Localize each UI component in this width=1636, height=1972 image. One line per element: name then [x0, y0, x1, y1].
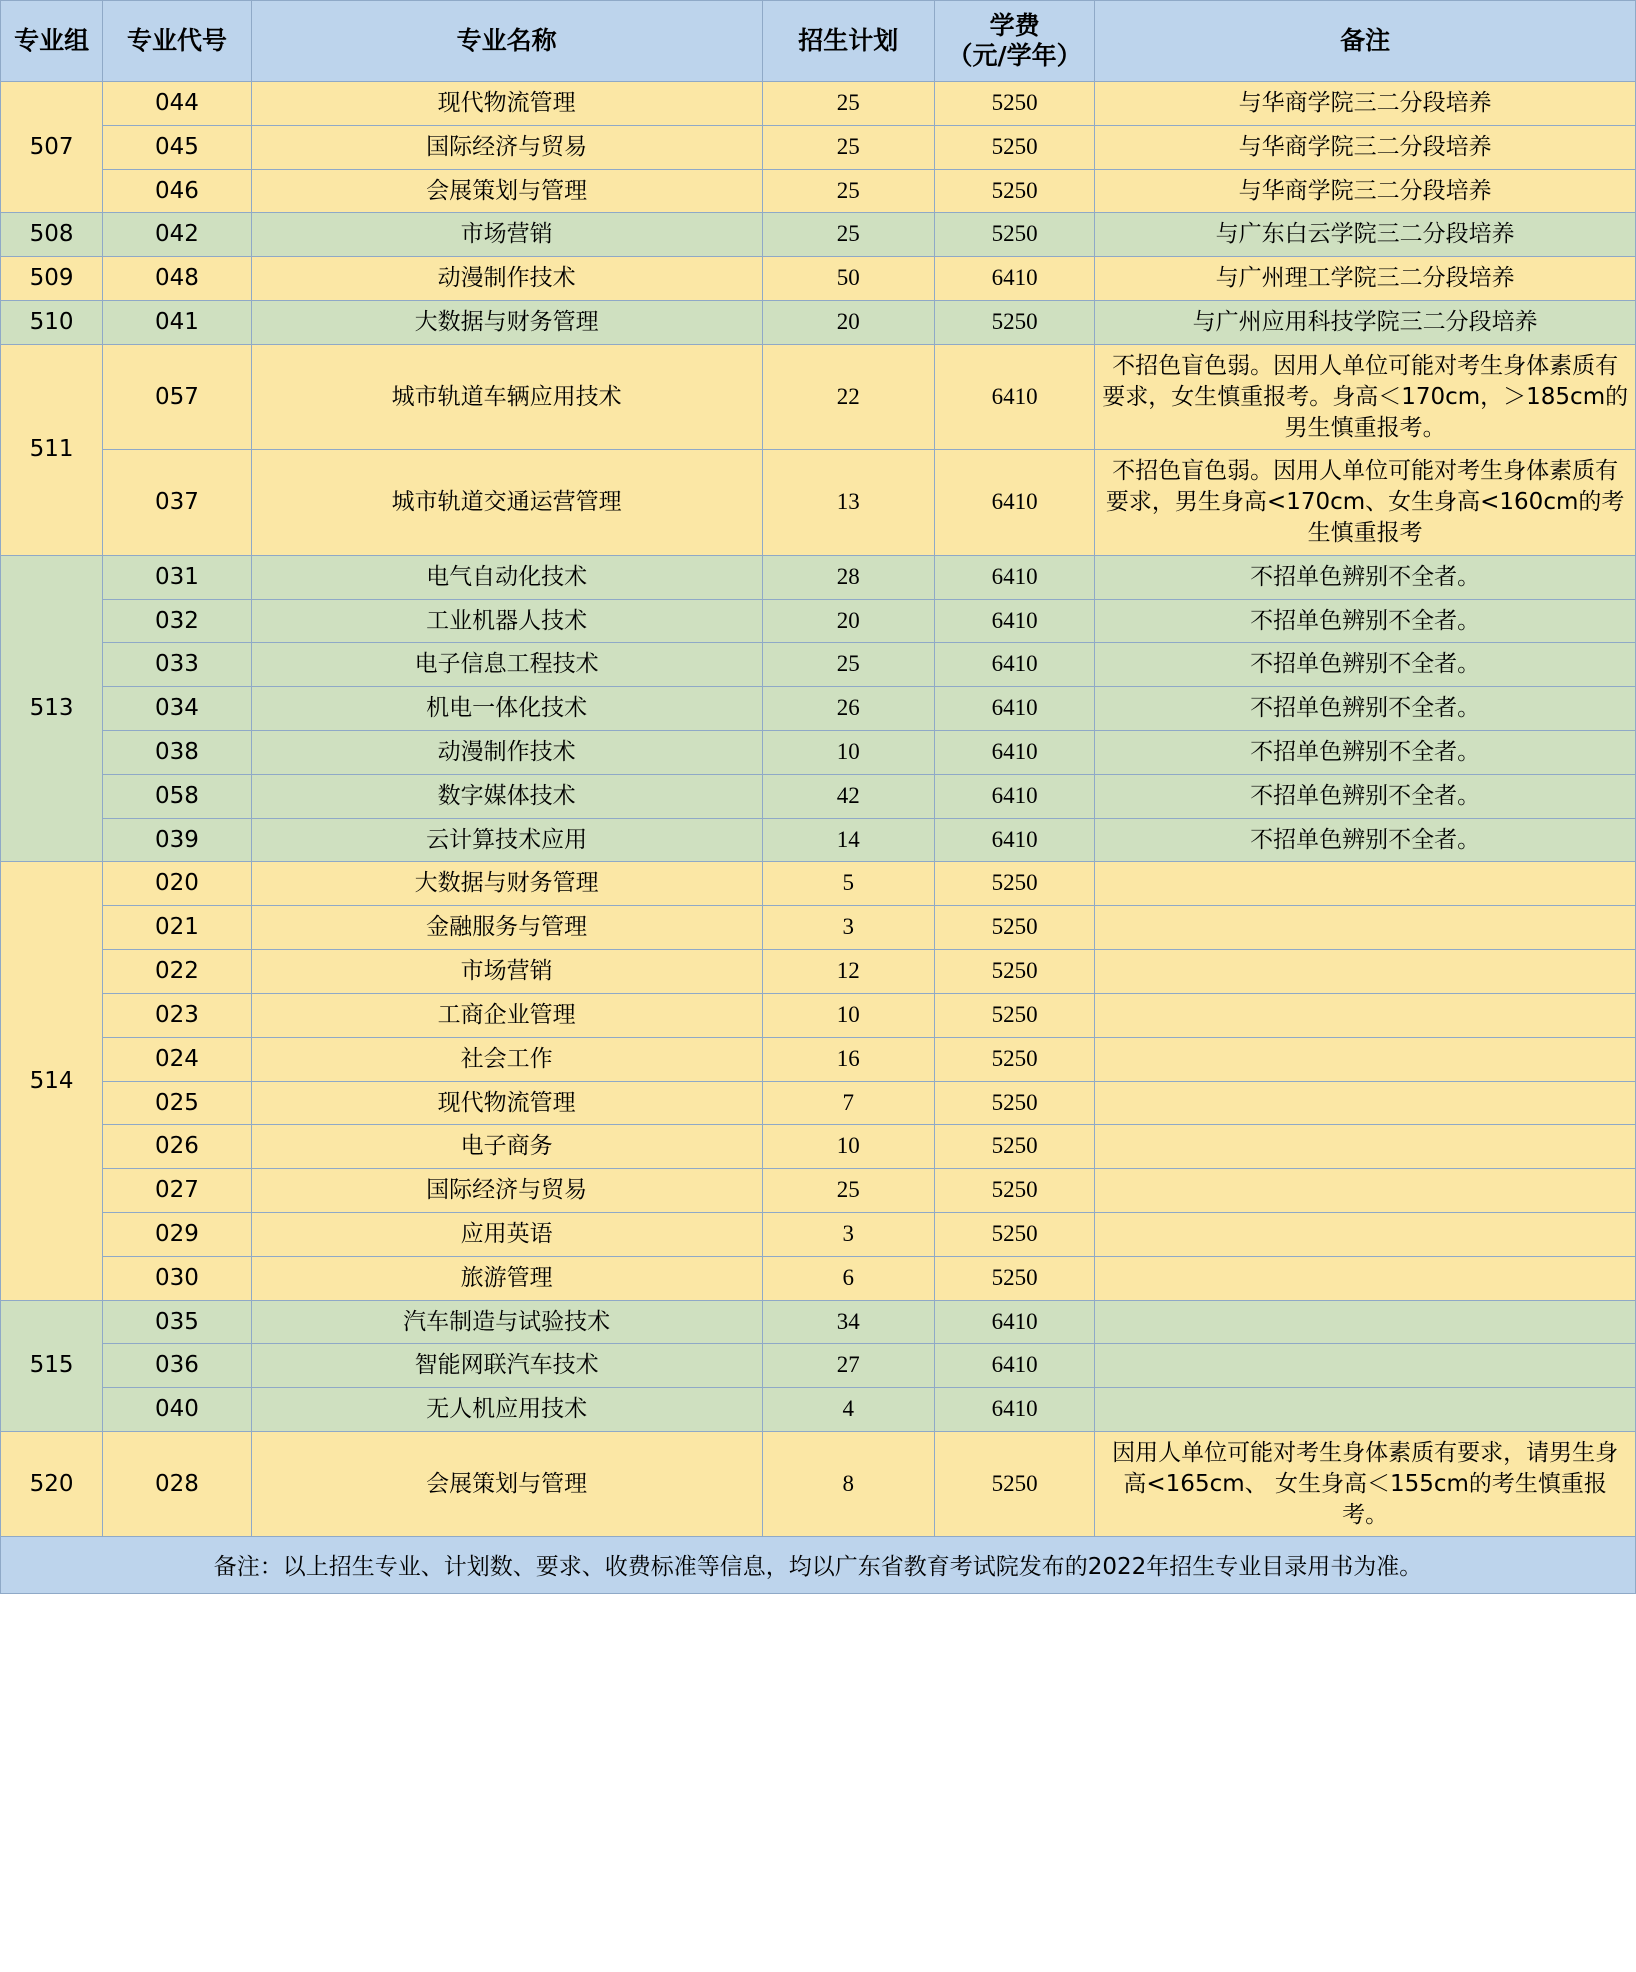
enrollment-plan-cell: 25 — [762, 125, 934, 169]
tuition-cell: 5250 — [934, 1432, 1094, 1537]
major-group-cell: 515 — [1, 1300, 103, 1431]
enrollment-plan-cell: 25 — [762, 1169, 934, 1213]
table-row — [1, 1081, 1636, 1125]
remarks-cell — [1095, 1125, 1636, 1169]
enrollment-plan-cell: 6 — [762, 1256, 934, 1300]
table-row — [1, 731, 1636, 775]
remarks-cell: 不招单色辨别不全者。 — [1095, 774, 1636, 818]
table-row — [1, 301, 1636, 345]
major-group-cell: 510 — [1, 301, 103, 345]
enrollment-plan-cell: 5 — [762, 862, 934, 906]
remarks-cell — [1095, 1212, 1636, 1256]
remarks-cell: 不招单色辨别不全者。 — [1095, 643, 1636, 687]
remarks-cell — [1095, 1388, 1636, 1432]
major-name-cell: 大数据与财务管理 — [251, 862, 762, 906]
table-row — [1, 906, 1636, 950]
enrollment-plan-cell: 22 — [762, 344, 934, 449]
major-name-cell: 城市轨道车辆应用技术 — [251, 344, 762, 449]
tuition-cell: 5250 — [934, 1169, 1094, 1213]
tuition-cell: 6410 — [934, 599, 1094, 643]
enrollment-plan-cell: 26 — [762, 687, 934, 731]
major-name-cell: 云计算技术应用 — [251, 818, 762, 862]
enrollment-plan-cell: 14 — [762, 818, 934, 862]
remarks-cell: 与华商学院三二分段培养 — [1095, 125, 1636, 169]
remarks-cell: 不招单色辨别不全者。 — [1095, 555, 1636, 599]
tuition-cell: 5250 — [934, 1212, 1094, 1256]
tuition-cell: 5250 — [934, 950, 1094, 994]
major-code-cell: 057 — [103, 344, 252, 449]
table-row — [1, 643, 1636, 687]
table-row — [1, 818, 1636, 862]
tuition-label: 学费 — [989, 11, 1040, 40]
enrollment-plan-cell: 20 — [762, 599, 934, 643]
table-row — [1, 344, 1636, 449]
major-name-cell: 动漫制作技术 — [251, 731, 762, 775]
major-name-cell: 国际经济与贸易 — [251, 125, 762, 169]
table-row — [1, 993, 1636, 1037]
table-row — [1, 1432, 1636, 1537]
tuition-cell: 5250 — [934, 1081, 1094, 1125]
major-name-cell: 国际经济与贸易 — [251, 1169, 762, 1213]
enrollment-plan-cell: 7 — [762, 1081, 934, 1125]
table-row — [1, 1169, 1636, 1213]
major-name-cell: 工商企业管理 — [251, 993, 762, 1037]
remarks-cell — [1095, 1344, 1636, 1388]
major-group-cell: 508 — [1, 213, 103, 257]
major-name-cell: 社会工作 — [251, 1037, 762, 1081]
table-row — [1, 1037, 1636, 1081]
remarks-cell: 不招单色辨别不全者。 — [1095, 687, 1636, 731]
enrollment-plan-cell: 25 — [762, 82, 934, 126]
major-code-cell: 032 — [103, 599, 252, 643]
tuition-cell: 5250 — [934, 169, 1094, 213]
table-row — [1, 1344, 1636, 1388]
major-name-cell: 动漫制作技术 — [251, 257, 762, 301]
enrollment-plan-cell: 10 — [762, 1125, 934, 1169]
table-header — [1, 1, 1636, 82]
enrollment-plan-cell: 42 — [762, 774, 934, 818]
tuition-cell: 6410 — [934, 774, 1094, 818]
tuition-cell: 6410 — [934, 344, 1094, 449]
tuition-cell: 6410 — [934, 450, 1094, 555]
remarks-cell — [1095, 1256, 1636, 1300]
column-header-major-group: 专业组 — [1, 1, 103, 82]
major-group-cell: 520 — [1, 1432, 103, 1537]
major-name-cell: 大数据与财务管理 — [251, 301, 762, 345]
enrollment-plan-cell: 8 — [762, 1432, 934, 1537]
table-row — [1, 555, 1636, 599]
major-name-cell: 数字媒体技术 — [251, 774, 762, 818]
remarks-cell: 不招单色辨别不全者。 — [1095, 599, 1636, 643]
column-header-tuition — [934, 1, 1094, 82]
enrollment-plan-cell: 16 — [762, 1037, 934, 1081]
table-row — [1, 1125, 1636, 1169]
major-group-cell: 513 — [1, 555, 103, 862]
tuition-cell: 5250 — [934, 213, 1094, 257]
major-code-cell: 031 — [103, 555, 252, 599]
major-code-cell: 022 — [103, 950, 252, 994]
remarks-cell: 不招单色辨别不全者。 — [1095, 731, 1636, 775]
tuition-cell: 6410 — [934, 1300, 1094, 1344]
major-name-cell: 会展策划与管理 — [251, 169, 762, 213]
remarks-cell: 不招色盲色弱。因用人单位可能对考生身体素质有要求，男生身高<170cm、女生身高<160cm的考生慎重报考 — [1095, 450, 1636, 555]
table-row — [1, 169, 1636, 213]
tuition-cell: 5250 — [934, 862, 1094, 906]
footer-note: 备注：以上招生专业、计划数、要求、收费标准等信息，均以广东省教育考试院发布的2022年招生专业目录用书为准。 — [0, 1537, 1636, 1594]
major-code-cell: 046 — [103, 169, 252, 213]
major-name-cell: 市场营销 — [251, 950, 762, 994]
enrollment-plan-cell: 25 — [762, 169, 934, 213]
major-name-cell: 电子商务 — [251, 1125, 762, 1169]
remarks-cell: 与广东白云学院三二分段培养 — [1095, 213, 1636, 257]
table-row — [1, 774, 1636, 818]
major-code-cell: 045 — [103, 125, 252, 169]
tuition-cell: 6410 — [934, 555, 1094, 599]
tuition-cell: 6410 — [934, 1388, 1094, 1432]
major-name-cell: 智能网联汽车技术 — [251, 1344, 762, 1388]
major-code-cell: 041 — [103, 301, 252, 345]
table-row — [1, 213, 1636, 257]
remarks-cell — [1095, 862, 1636, 906]
major-name-cell: 机电一体化技术 — [251, 687, 762, 731]
major-group-cell: 507 — [1, 82, 103, 213]
major-code-cell: 020 — [103, 862, 252, 906]
major-code-cell: 036 — [103, 1344, 252, 1388]
major-code-cell: 037 — [103, 450, 252, 555]
enrollment-plan-cell: 4 — [762, 1388, 934, 1432]
remarks-cell: 与广州理工学院三二分段培养 — [1095, 257, 1636, 301]
remarks-cell — [1095, 906, 1636, 950]
table-row — [1, 257, 1636, 301]
remarks-cell: 不招色盲色弱。因用人单位可能对考生身体素质有要求，女生慎重报考。身高＜170cm，＞185cm的男生慎重报考。 — [1095, 344, 1636, 449]
table-row — [1, 450, 1636, 555]
major-code-cell: 048 — [103, 257, 252, 301]
tuition-unit: （元/学年） — [947, 41, 1082, 70]
major-name-cell: 市场营销 — [251, 213, 762, 257]
major-code-cell: 028 — [103, 1432, 252, 1537]
tuition-cell: 6410 — [934, 643, 1094, 687]
enrollment-plan-cell: 3 — [762, 906, 934, 950]
major-name-cell: 汽车制造与试验技术 — [251, 1300, 762, 1344]
major-code-cell: 030 — [103, 1256, 252, 1300]
enrollment-plan-cell: 20 — [762, 301, 934, 345]
remarks-cell — [1095, 1169, 1636, 1213]
major-code-cell: 040 — [103, 1388, 252, 1432]
major-name-cell: 现代物流管理 — [251, 1081, 762, 1125]
tuition-cell: 6410 — [934, 731, 1094, 775]
remarks-cell — [1095, 1037, 1636, 1081]
major-code-cell: 025 — [103, 1081, 252, 1125]
enrollment-plan-cell: 13 — [762, 450, 934, 555]
major-code-cell: 038 — [103, 731, 252, 775]
tuition-cell: 5250 — [934, 125, 1094, 169]
major-code-cell: 029 — [103, 1212, 252, 1256]
major-name-cell: 无人机应用技术 — [251, 1388, 762, 1432]
major-name-cell: 金融服务与管理 — [251, 906, 762, 950]
enrollment-plan-cell: 3 — [762, 1212, 934, 1256]
major-name-cell: 工业机器人技术 — [251, 599, 762, 643]
remarks-cell — [1095, 1081, 1636, 1125]
remarks-cell: 与华商学院三二分段培养 — [1095, 169, 1636, 213]
major-name-cell: 城市轨道交通运营管理 — [251, 450, 762, 555]
major-group-cell: 514 — [1, 862, 103, 1300]
tuition-cell: 5250 — [934, 301, 1094, 345]
table-row — [1, 687, 1636, 731]
table-row — [1, 1256, 1636, 1300]
enrollment-plan-cell: 50 — [762, 257, 934, 301]
remarks-cell — [1095, 1300, 1636, 1344]
remarks-cell: 与华商学院三二分段培养 — [1095, 82, 1636, 126]
major-code-cell: 033 — [103, 643, 252, 687]
enrollment-plan-cell: 10 — [762, 993, 934, 1037]
enrollment-plan-cell: 25 — [762, 213, 934, 257]
major-group-cell: 509 — [1, 257, 103, 301]
major-code-cell: 035 — [103, 1300, 252, 1344]
major-code-cell: 027 — [103, 1169, 252, 1213]
table-row — [1, 1212, 1636, 1256]
remarks-cell — [1095, 993, 1636, 1037]
table-body — [1, 82, 1636, 1537]
table-row — [1, 1388, 1636, 1432]
tuition-cell: 6410 — [934, 818, 1094, 862]
major-code-cell: 026 — [103, 1125, 252, 1169]
column-header-major-code: 专业代号 — [103, 1, 252, 82]
tuition-cell: 5250 — [934, 993, 1094, 1037]
major-code-cell: 021 — [103, 906, 252, 950]
tuition-cell: 6410 — [934, 687, 1094, 731]
table-row — [1, 862, 1636, 906]
major-code-cell: 024 — [103, 1037, 252, 1081]
remarks-cell: 因用人单位可能对考生身体素质有要求，请男生身高<165cm、 女生身高＜155cm的考生慎重报考。 — [1095, 1432, 1636, 1537]
table-row — [1, 1300, 1636, 1344]
enrollment-plan-cell: 34 — [762, 1300, 934, 1344]
major-name-cell: 应用英语 — [251, 1212, 762, 1256]
column-header-remarks: 备注 — [1095, 1, 1636, 82]
major-name-cell: 电子信息工程技术 — [251, 643, 762, 687]
table-row — [1, 125, 1636, 169]
enrollment-plan-cell: 27 — [762, 1344, 934, 1388]
remarks-cell: 与广州应用科技学院三二分段培养 — [1095, 301, 1636, 345]
tuition-cell: 5250 — [934, 1256, 1094, 1300]
major-code-cell: 044 — [103, 82, 252, 126]
major-code-cell: 039 — [103, 818, 252, 862]
major-code-cell: 058 — [103, 774, 252, 818]
table-row — [1, 599, 1636, 643]
column-header-major-name: 专业名称 — [251, 1, 762, 82]
table-row — [1, 82, 1636, 126]
remarks-cell: 不招单色辨别不全者。 — [1095, 818, 1636, 862]
table-row — [1, 950, 1636, 994]
enrollment-plan-cell: 28 — [762, 555, 934, 599]
major-name-cell: 电气自动化技术 — [251, 555, 762, 599]
major-name-cell: 旅游管理 — [251, 1256, 762, 1300]
tuition-cell: 5250 — [934, 906, 1094, 950]
tuition-cell: 5250 — [934, 82, 1094, 126]
major-name-cell: 现代物流管理 — [251, 82, 762, 126]
column-header-enrollment-plan: 招生计划 — [762, 1, 934, 82]
enrollment-plan-cell: 10 — [762, 731, 934, 775]
tuition-cell: 5250 — [934, 1125, 1094, 1169]
major-group-cell: 511 — [1, 344, 103, 555]
table-header-row — [1, 1, 1636, 82]
enrollment-plan-cell: 12 — [762, 950, 934, 994]
remarks-cell — [1095, 950, 1636, 994]
tuition-cell: 6410 — [934, 1344, 1094, 1388]
major-code-cell: 042 — [103, 213, 252, 257]
enrollment-plan-cell: 25 — [762, 643, 934, 687]
major-code-cell: 023 — [103, 993, 252, 1037]
major-name-cell: 会展策划与管理 — [251, 1432, 762, 1537]
tuition-cell: 6410 — [934, 257, 1094, 301]
tuition-cell: 5250 — [934, 1037, 1094, 1081]
major-code-cell: 034 — [103, 687, 252, 731]
